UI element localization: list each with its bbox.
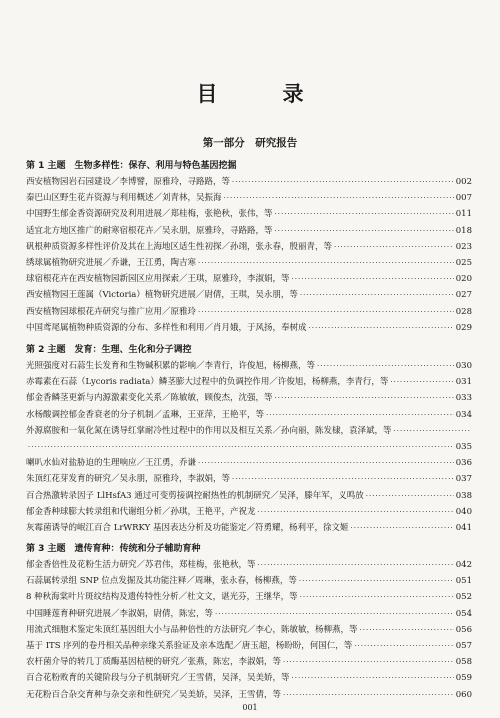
dot-leader	[360, 622, 454, 638]
toc-entry-page: 051	[455, 576, 472, 587]
toc-entry-page: 011	[455, 209, 472, 220]
toc-entry-page: 052	[455, 592, 472, 603]
toc-entry-page: 025	[455, 257, 472, 268]
toc-entry-title: 郁金香鳞茎更新与内源激素变化关系／陈敏敏，顾俊杰，沈强，等	[26, 393, 273, 404]
toc-entry-title: 赤霉素在石蒜（Lycoris radiata）鳞茎膨大过程中的负调控作用／许俊旭，杨柳燕，李青行，等	[26, 377, 389, 388]
toc-entry[interactable]	[26, 504, 472, 520]
toc-entry-page: 033	[455, 393, 472, 404]
toc-entry-page: 036	[455, 458, 472, 469]
toc-entry-title: 用流式细胞术鉴定朱顶红基因组大小与品种倍性的方法研究／李心，陈敏敏，杨柳燕，等	[26, 624, 358, 635]
toc-entry-page: 038	[455, 490, 472, 501]
toc-entry-title: 西安植物园球根花卉研究与推广应用／原雅玲	[26, 306, 197, 317]
dot-leader	[390, 374, 453, 390]
toc-entry-page: 059	[455, 673, 472, 684]
toc-entry[interactable]	[26, 190, 472, 206]
toc-entry[interactable]	[26, 271, 472, 287]
toc-entry[interactable]	[26, 622, 472, 638]
toc-entry-page: 041	[455, 522, 472, 533]
toc-entry-title: 百合花粉败育的关键阶段与分子机制研究／王雪倩，吴泽，吴美娇，等	[26, 673, 290, 684]
toc-entry[interactable]	[26, 304, 472, 320]
toc-entry-page: 037	[455, 474, 472, 485]
dot-leader	[232, 174, 454, 190]
toc-entries	[26, 174, 472, 336]
toc-entry[interactable]	[26, 638, 472, 654]
toc-entry[interactable]	[26, 255, 472, 271]
toc-entry-title: 中国鸢尾属植物种质资源的分布、多样性和利用／肖月娥，于风扬，奉树成	[26, 322, 307, 333]
toc-entry-title: 光照强度对石蒜生长发育和生物碱积累的影响／李青行，许俊旭，杨柳燕，等	[26, 361, 316, 371]
toc-entry-title: 石蒜属转录组 SNP 位点发掘及其功能注释／周琳，张永春，杨柳燕，等	[26, 576, 297, 587]
toc-entry[interactable]	[26, 520, 472, 536]
dot-leader	[198, 455, 454, 471]
toc-entry-title: 中国睡莲育种研究进展／李淑娟，尉倩，陈宏，等	[26, 608, 214, 619]
dot-leader	[299, 573, 454, 589]
dot-leader	[266, 407, 454, 423]
toc-entry-title: 球宿根花卉在西安植物园新园区应用探索／王琪，原雅玲，李淑娟，等	[26, 274, 290, 285]
dot-leader	[283, 687, 454, 703]
dot-leader	[334, 239, 454, 255]
toc-entry-title: 矾根种质资源多样性评价及其在上海地区适生性初探／孙翊，张永春，殷丽青，等	[26, 241, 333, 252]
toc-entry-title: 适宜北方地区推广的耐寒宿根花卉／吴永朋，原雅玲，寻路路，等	[26, 225, 273, 236]
dot-leader	[317, 358, 454, 374]
toc-entry[interactable]	[26, 670, 472, 686]
toc-entry-title: 西安植物园岩石园建设／李博譬，原雅玲，寻路路，等	[26, 177, 231, 187]
topic-heading: 第 1 主题 生物多样性：保存、利用与特色基因挖掘	[26, 161, 237, 171]
toc-entry-page: 034	[455, 409, 472, 420]
toc-entry-title: 西安植物园王莲属（Victoria）植物研究进展／尉倩，王琪，吴永朋，等	[26, 290, 298, 301]
toc-entry[interactable]	[26, 557, 472, 573]
dot-leader	[300, 589, 454, 605]
dot-leader	[366, 488, 454, 504]
page-title: 目 录	[196, 82, 326, 106]
toc-entry-title: 中国野生郁金香资源研究及利用进展／郑桂梅，张艳秋，张伟，等	[26, 209, 273, 220]
toc-entries	[26, 557, 472, 703]
dot-leader	[292, 271, 454, 287]
toc-entry[interactable]	[26, 423, 472, 439]
dot-leader	[224, 190, 454, 206]
toc-entry[interactable]	[26, 589, 472, 605]
toc-entry[interactable]	[26, 455, 472, 471]
toc-entry-page: 031	[455, 377, 472, 388]
toc-entry-page: 057	[455, 640, 472, 651]
toc-entry-title: 郁金香倍性及花粉生活力研究／苏君伟，郑桂梅，张艳秋，等	[26, 560, 256, 570]
toc-entry-page: 029	[455, 322, 472, 333]
toc-entry[interactable]	[26, 573, 472, 589]
toc-entry-page: 058	[455, 657, 472, 668]
dot-leader	[292, 670, 454, 686]
toc-entry-page: 030	[455, 361, 472, 371]
toc-entry[interactable]	[26, 206, 472, 222]
toc-entry-title: 绣球属植物研究进展／乔谦，王江勇，陶吉寒	[26, 257, 197, 268]
dot-leader	[275, 206, 454, 222]
toc-entry-page: 054	[455, 608, 472, 619]
dot-leader	[394, 423, 470, 439]
dot-leader	[275, 223, 454, 239]
topic-heading: 第 3 主题 遗传育种：传统和分子辅助育种	[26, 544, 201, 554]
toc-entry[interactable]	[26, 239, 472, 255]
dot-leader	[258, 504, 454, 520]
toc-section-1	[26, 159, 472, 336]
toc-entry-page: 002	[455, 177, 472, 187]
toc-entry[interactable]	[26, 358, 472, 374]
dot-leader	[283, 654, 454, 670]
toc-entry-title: 郁金香种球膨大转录组和代谢组分析／孙琪，王艳平，产祝龙	[26, 506, 256, 517]
toc-entry[interactable]	[26, 488, 472, 504]
toc-entry[interactable]	[26, 407, 472, 423]
toc-entry-title: 外源腐胺和一氧化氮在诱导红掌耐冷性过程中的作用以及相互关系／孙向丽，陈发棣，袁泽斌，等	[26, 425, 392, 436]
dot-leader	[300, 287, 454, 303]
toc-entry-page: 023	[455, 241, 472, 252]
toc-entry-title: 喇叭水仙对盐胁迫的生理响应／王江勇，乔谦	[26, 458, 197, 469]
dot-leader	[232, 471, 454, 487]
toc-entry[interactable]	[26, 687, 472, 703]
dot-leader	[354, 638, 454, 654]
toc-entry-title: 灰霉菌诱导的岷江百合 LrWRKY 基因表达分析及功能鉴定／符勇耀，杨利平，徐文姬	[26, 522, 349, 533]
toc-entry[interactable]	[26, 287, 472, 303]
toc-entry-page: 042	[455, 560, 472, 570]
toc-entry-title: 水杨酸调控郁金香衰老的分子机制／孟琳，王亚萍，王艳平，等	[26, 409, 265, 420]
toc-entry-page: 035	[455, 441, 472, 452]
toc-entry[interactable]	[26, 606, 472, 622]
topic-heading: 第 2 主题 发育：生理、生化和分子调控	[26, 345, 192, 355]
dot-leader	[28, 439, 454, 455]
dot-leader	[309, 320, 454, 336]
dot-leader	[351, 520, 454, 536]
toc-entry[interactable]	[26, 439, 472, 455]
toc-entry[interactable]	[26, 223, 472, 239]
toc-entry-page: 020	[455, 274, 472, 285]
toc-entry[interactable]	[26, 174, 472, 190]
toc-entry[interactable]	[26, 390, 472, 406]
toc-entry-page: 007	[455, 193, 472, 204]
part-title: 第一部分 研究报告	[202, 137, 298, 149]
toc-section-3	[26, 542, 472, 703]
toc-entry-title: 朱顶红花芽发育的研究／吴永朋，原雅玲，李淑娟，等	[26, 474, 231, 485]
toc-entry-title: 秦巴山区野生花卉资源与利用概述／刘青林，吴振海	[26, 193, 222, 204]
toc-entry-title: 农杆菌介导的转几丁质酶基因桔梗的研究／张燕，陈宏，李淑娟，等	[26, 657, 282, 668]
toc-entry[interactable]	[26, 654, 472, 670]
toc-entry-page: 040	[455, 506, 472, 517]
page-number: 001	[242, 703, 258, 712]
toc-entry-title: 无花粉百合杂交育种与杂交亲和性研究／吴美娇，吴泽，王雪倩，等	[26, 689, 282, 700]
toc-entry[interactable]	[26, 374, 472, 390]
toc-entry-title: 8 种秋海棠叶片斑纹结构及遗传特性分析／杜文文，谌光芬，王继华，等	[26, 592, 298, 603]
toc-entry[interactable]	[26, 471, 472, 487]
toc-entry-page: 056	[455, 624, 472, 635]
toc-entries	[26, 358, 472, 536]
dot-leader	[198, 255, 454, 271]
toc-entry-title: 基于 ITS 序列的卷丹相关品种亲缘关系验证及亲本选配／唐玉超，杨盼盼，何国仁，等	[26, 640, 353, 651]
toc-entry-title: 百合热激转录因子 LlHsfA3 通过可变剪接调控耐热性的机制研究／吴泽，滕年军，义鸣放	[26, 490, 364, 501]
toc-entry-page: 018	[455, 225, 472, 236]
dot-leader	[215, 606, 454, 622]
toc-entry[interactable]	[26, 320, 472, 336]
toc-section-2	[26, 343, 472, 536]
dot-leader	[258, 557, 454, 573]
toc-entry-page: 028	[455, 306, 472, 317]
toc-entry-page: 060	[455, 689, 472, 700]
toc-entry-page: 027	[455, 290, 472, 301]
dot-leader	[198, 304, 454, 320]
dot-leader	[275, 390, 454, 406]
